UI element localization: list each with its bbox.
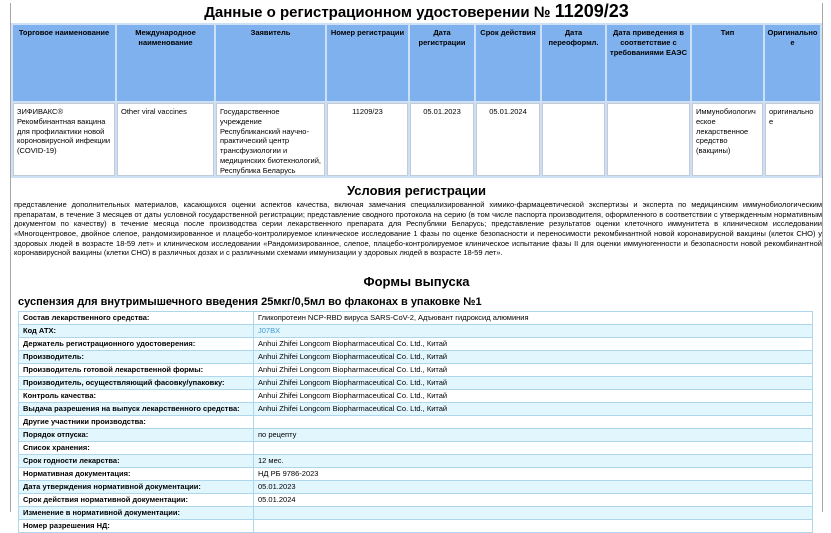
form-row-value: Anhui Zhifei Longcom Biopharmaceutical Co. Ltd., Китай (254, 402, 813, 415)
reg-cell: оригинальное (765, 103, 820, 176)
form-row-label: Изменение в нормативной документации: (19, 506, 254, 519)
form-row (19, 311, 813, 324)
reg-column-header: Дата переоформл. (542, 25, 605, 101)
form-row (19, 402, 813, 415)
form-row-value (254, 441, 813, 454)
registration-table-data-row (13, 103, 820, 176)
form-row (19, 506, 813, 519)
reg-cell: Иммунобиологическое лекарственное средство (вакцины) (692, 103, 763, 176)
conditions-heading: Условия регистрации (346, 183, 487, 199)
reg-cell (607, 103, 690, 176)
form-row-value: Anhui Zhifei Longcom Biopharmaceutical Co. Ltd., Китай (254, 337, 813, 350)
reg-cell: ЗИФИВАКС® Рекомбинантная вакцина для профилактики новой короновирусной инфекции (COVID-19) (13, 103, 115, 176)
conditions-text: представление дополнительных материалов, касающихся оценки аспектов качества, включая замечания специализированной химико-фармацевтической экспертизы и эксперта по медицинским иммунобиологическим препаратам, в течение 3 месяцев от даты условной государственной регистрации; представление сводного протокола на серию (в том числе паспорта производителя, оформленного в соответствии с утвержденным нормативным документом по качеству) в течение месяца после производства серии лекарственного препарата для Республики Беларусь; представление результатов оценки клеточного иммунитета в клиническом исследовании «Многоцентровое, двойное слепое, рандомизированное и плацебо-контролируемое клиническое исследование 1 фазы по оценке безопасности и переносимости рекомбинантной новой коронавирусной вакцины (клеток CHO) у здоровых людей в возрасте 18-59 лет» и клиническом исследовании «Рандомизированное, слепое, плацебо-контролируемое клиническое испытание фазы II для оценки иммуногенности и безопасности новой рекомбинантной коронавирусной вакцины (клетки CHO) в различных дозах и с различными схемами иммунизации у здоровых людей в возрасте 18-59 лет». (14, 200, 822, 258)
release-form-table (18, 311, 813, 533)
form-row (19, 493, 813, 506)
registration-table-header-row (13, 25, 820, 101)
page-title-text: Данные о регистрационном удостоверении № (204, 4, 551, 21)
form-row-value: НД РБ 9786-2023 (254, 467, 813, 480)
form-row-label: Срок действия нормативной документации: (19, 493, 254, 506)
form-row-label: Производитель готовой лекарственной формы: (19, 363, 254, 376)
form-row (19, 428, 813, 441)
release-form-subtitle: суспензия для внутримышечного введения 25мкг/0,5мл во флаконах в упаковке №1 (18, 295, 482, 308)
reg-column-header: Номер регистрации (327, 25, 408, 101)
form-row-label: Выдача разрешения на выпуск лекарственного средства: (19, 402, 254, 415)
reg-column-header: Заявитель (216, 25, 325, 101)
form-row-label: Состав лекарственного средства: (19, 311, 254, 324)
form-row-label: Другие участники производства: (19, 415, 254, 428)
atc-code-link[interactable]: J07BX (258, 326, 281, 336)
page-title-number: 11209/23 (554, 1, 629, 21)
form-row (19, 337, 813, 350)
reg-column-header: Дата регистрации (410, 25, 474, 101)
release-forms-heading: Формы выпуска (363, 273, 470, 289)
reg-cell: 11209/23 (327, 103, 408, 176)
form-row-value: 12 мес. (254, 454, 813, 467)
form-row-value: Anhui Zhifei Longcom Biopharmaceutical Co. Ltd., Китай (254, 363, 813, 376)
form-row-value: Anhui Zhifei Longcom Biopharmaceutical Co. Ltd., Китай (254, 389, 813, 402)
form-row (19, 441, 813, 454)
form-row-value: Гликопротеин NCP-RBD вируса SARS-CoV-2, Адъювант гидроксид алюминия (254, 311, 813, 324)
form-row-value (254, 415, 813, 428)
form-row-value (254, 506, 813, 519)
form-row (19, 324, 813, 337)
form-row-value: 05.01.2024 (254, 493, 813, 506)
form-row-label: Производитель, осуществляющий фасовку/упаковку: (19, 376, 254, 389)
reg-cell: Other viral vaccines (117, 103, 214, 176)
reg-column-header: Тип (692, 25, 763, 101)
page-title (11, 3, 822, 21)
form-row (19, 415, 813, 428)
main-content (0, 3, 831, 533)
reg-column-header: Торговое наименование (13, 25, 115, 101)
form-row-label: Порядок отпуска: (19, 428, 254, 441)
form-row-label: Список хранения: (19, 441, 254, 454)
form-row-value (254, 324, 813, 337)
reg-column-header: Дата приведения в соответствие с требованиями ЕАЭС (607, 25, 690, 101)
form-row-label: Срок годности лекарства: (19, 454, 254, 467)
form-row-label: Держатель регистрационного удостоверения: (19, 337, 254, 350)
reg-column-header: Международное наименование (117, 25, 214, 101)
form-row-value (254, 519, 813, 532)
form-row-label: Дата утверждения нормативной документации: (19, 480, 254, 493)
form-row (19, 519, 813, 532)
form-row (19, 454, 813, 467)
registration-table (11, 23, 822, 178)
reg-cell: Государственное учреждение Республиканский научно-практический центр трансфузиологии и медицинских биотехнологий, Республика Беларусь (216, 103, 325, 176)
form-row (19, 376, 813, 389)
reg-cell: 05.01.2024 (476, 103, 540, 176)
reg-cell: 05.01.2023 (410, 103, 474, 176)
form-row-label: Номер разрешения НД: (19, 519, 254, 532)
form-row-label: Контроль качества: (19, 389, 254, 402)
form-row-value: Anhui Zhifei Longcom Biopharmaceutical Co. Ltd., Китай (254, 376, 813, 389)
form-row (19, 363, 813, 376)
form-row-value: Anhui Zhifei Longcom Biopharmaceutical Co. Ltd., Китай (254, 350, 813, 363)
form-row-label: Нормативная документация: (19, 467, 254, 480)
form-row-value: по рецепту (254, 428, 813, 441)
registration-certificate-page (0, 1, 831, 531)
reg-column-header: Оригинальное (765, 25, 820, 101)
reg-column-header: Срок действия (476, 25, 540, 101)
form-row (19, 467, 813, 480)
form-row-label: Производитель: (19, 350, 254, 363)
form-row-label: Код АТХ: (19, 324, 254, 337)
form-row (19, 480, 813, 493)
form-row-value: 05.01.2023 (254, 480, 813, 493)
form-row (19, 350, 813, 363)
reg-cell (542, 103, 605, 176)
form-row (19, 389, 813, 402)
